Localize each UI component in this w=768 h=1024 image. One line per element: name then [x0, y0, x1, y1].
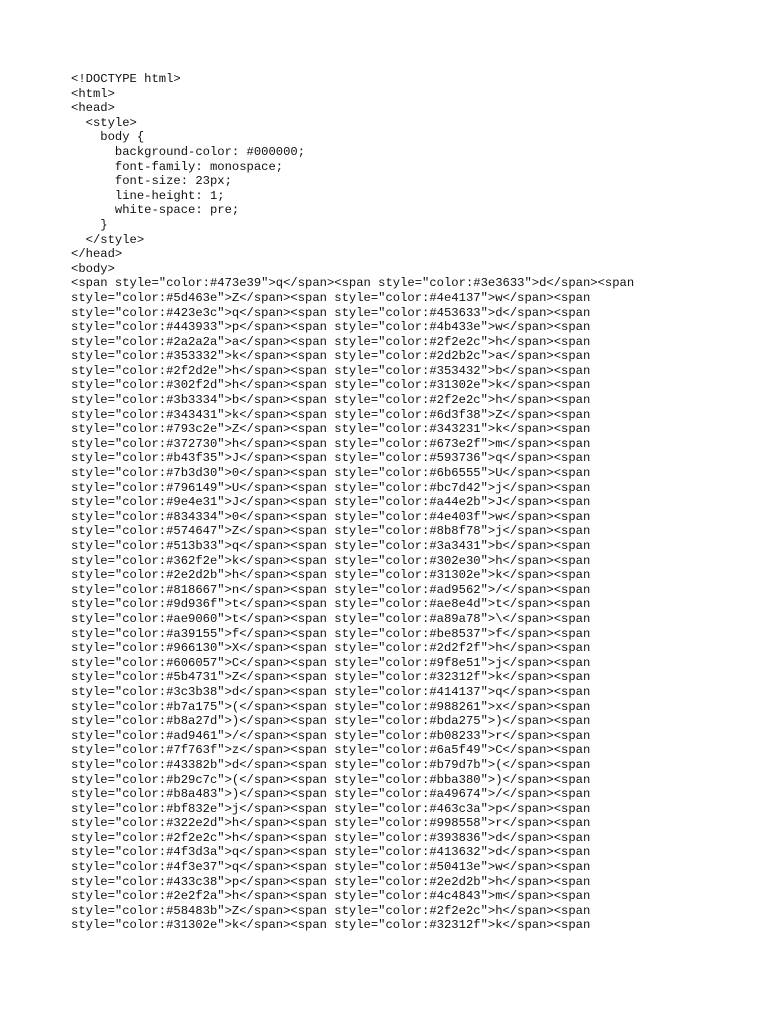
code-line: style="color:#7b3d30">0</span><span style="color:#6b6555">U</span><span	[71, 466, 591, 481]
code-line: style="color:#4f3e37">q</span><span style="color:#50413e">w</span><span	[71, 860, 591, 875]
code-line: style="color:#796149">U</span><span style="color:#bc7d42">j</span><span	[71, 480, 591, 495]
code-line: style="color:#58483b">Z</span><span style="color:#2f2e2c">h</span><span	[71, 903, 591, 918]
code-line: style="color:#7f763f">z</span><span style="color:#6a5f49">C</span><span	[71, 743, 591, 758]
code-line: style="color:#b8a483">)</span><span style="color:#a49674">/</span><span	[71, 787, 591, 802]
code-line: style="color:#ae9060">t</span><span style="color:#a89a78">\</span><span	[71, 611, 591, 626]
code-line: background-color: #000000;	[71, 144, 306, 159]
code-line: style="color:#433c38">p</span><span style="color:#2e2d2b">h</span><span	[71, 874, 591, 889]
code-line: style="color:#2e2f2a">h</span><span style="color:#4c4843">m</span><span	[71, 889, 591, 904]
code-line: style="color:#834334">0</span><span style="color:#4e403f">w</span><span	[71, 509, 591, 524]
code-line: style="color:#31302e">k</span><span style="color:#32312f">k</span><span	[71, 918, 591, 933]
code-line: style="color:#5b4731">Z</span><span style="color:#32312f">k</span><span	[71, 670, 591, 685]
code-line: style="color:#9e4e31">J</span><span style="color:#a44e2b">J</span><span	[71, 495, 591, 510]
code-line: </head>	[71, 247, 123, 262]
code-line: style="color:#b29c7c">(</span><span style="color:#bba380">)</span><span	[71, 772, 591, 787]
code-line: line-height: 1;	[71, 188, 225, 203]
code-line: font-size: 23px;	[71, 174, 232, 189]
code-line: style="color:#423e3c">q</span><span style="color:#453633">d</span><span	[71, 305, 591, 320]
code-line: style="color:#302f2d">h</span><span style="color:#31302e">k</span><span	[71, 378, 591, 393]
code-line: style="color:#bf832e">j</span><span style="color:#463c3a">p</span><span	[71, 801, 591, 816]
code-line: style="color:#353332">k</span><span style="color:#2d2b2c">a</span><span	[71, 349, 591, 364]
code-line: style="color:#b7a175">(</span><span style="color:#988261">x</span><span	[71, 699, 591, 714]
code-line: style="color:#2f2d2e">h</span><span style="color:#353432">b</span><span	[71, 363, 591, 378]
code-line: style="color:#343431">k</span><span style="color:#6d3f38">Z</span><span	[71, 407, 591, 422]
code-line: <!DOCTYPE html>	[71, 72, 181, 86]
code-line: style="color:#362f2e">k</span><span style="color:#302e30">h</span><span	[71, 553, 591, 568]
code-line: style="color:#793c2e">Z</span><span style="color:#343231">k</span><span	[71, 422, 591, 437]
code-line: style="color:#2f2e2c">h</span><span style="color:#393836">d</span><span	[71, 830, 591, 845]
code-line: <span style="color:#473e39">q</span><span style="color:#3e3633">d</span><span	[71, 276, 635, 291]
code-line: style="color:#818667">n</span><span style="color:#ad9562">/</span><span	[71, 582, 591, 597]
code-line: style="color:#5d463e">Z</span><span style="color:#4e4137">w</span><span	[71, 290, 591, 305]
code-line: body {	[71, 130, 145, 145]
code-line: </style>	[71, 232, 145, 247]
code-line: style="color:#574647">Z</span><span style="color:#8b8f78">j</span><span	[71, 524, 591, 539]
code-line: style="color:#4f3d3a">q</span><span style="color:#413632">d</span><span	[71, 845, 591, 860]
code-document	[71, 72, 751, 933]
code-line: style="color:#b8a27d">)</span><span style="color:#bda275">)</span><span	[71, 714, 591, 729]
code-line: <html>	[71, 86, 115, 101]
code-line: style="color:#966130">X</span><span style="color:#2d2f2f">h</span><span	[71, 641, 591, 656]
code-line: style="color:#372730">h</span><span style="color:#673e2f">m</span><span	[71, 436, 591, 451]
code-line: style="color:#43382b">d</span><span style="color:#b79d7b">(</span><span	[71, 757, 591, 772]
code-line: style="color:#9d936f">t</span><span style="color:#ae8e4d">t</span><span	[71, 597, 591, 612]
code-line: style="color:#513b33">q</span><span style="color:#3a3431">b</span><span	[71, 539, 591, 553]
code-line: style="color:#606057">C</span><span style="color:#9f8e51">j</span><span	[71, 655, 591, 670]
code-line: style="color:#2e2d2b">h</span><span style="color:#31302e">k</span><span	[71, 568, 591, 583]
code-line: style="color:#2a2a2a">a</span><span style="color:#2f2e2c">h</span><span	[71, 334, 591, 349]
code-line: <body>	[71, 261, 115, 276]
code-line: style="color:#3c3b38">d</span><span style="color:#414137">q</span><span	[71, 684, 591, 699]
code-line: <head>	[71, 101, 115, 116]
code-line: style="color:#3b3334">b</span><span style="color:#2f2e2c">h</span><span	[71, 393, 591, 408]
code-line: style="color:#322e2d">h</span><span style="color:#998558">r</span><span	[71, 816, 591, 831]
code-line: style="color:#443933">p</span><span style="color:#4b433e">w</span><span	[71, 320, 591, 335]
code-line: style="color:#ad9461">/</span><span style="color:#b08233">r</span><span	[71, 728, 591, 743]
code-line: }	[71, 217, 108, 232]
code-line: font-family: monospace;	[71, 159, 284, 174]
code-line: style="color:#a39155">f</span><span style="color:#be8537">f</span><span	[71, 626, 591, 641]
code-line: white-space: pre;	[71, 203, 240, 218]
code-line: style="color:#b43f35">J</span><span style="color:#593736">q</span><span	[71, 451, 591, 466]
code-line: <style>	[71, 115, 137, 130]
